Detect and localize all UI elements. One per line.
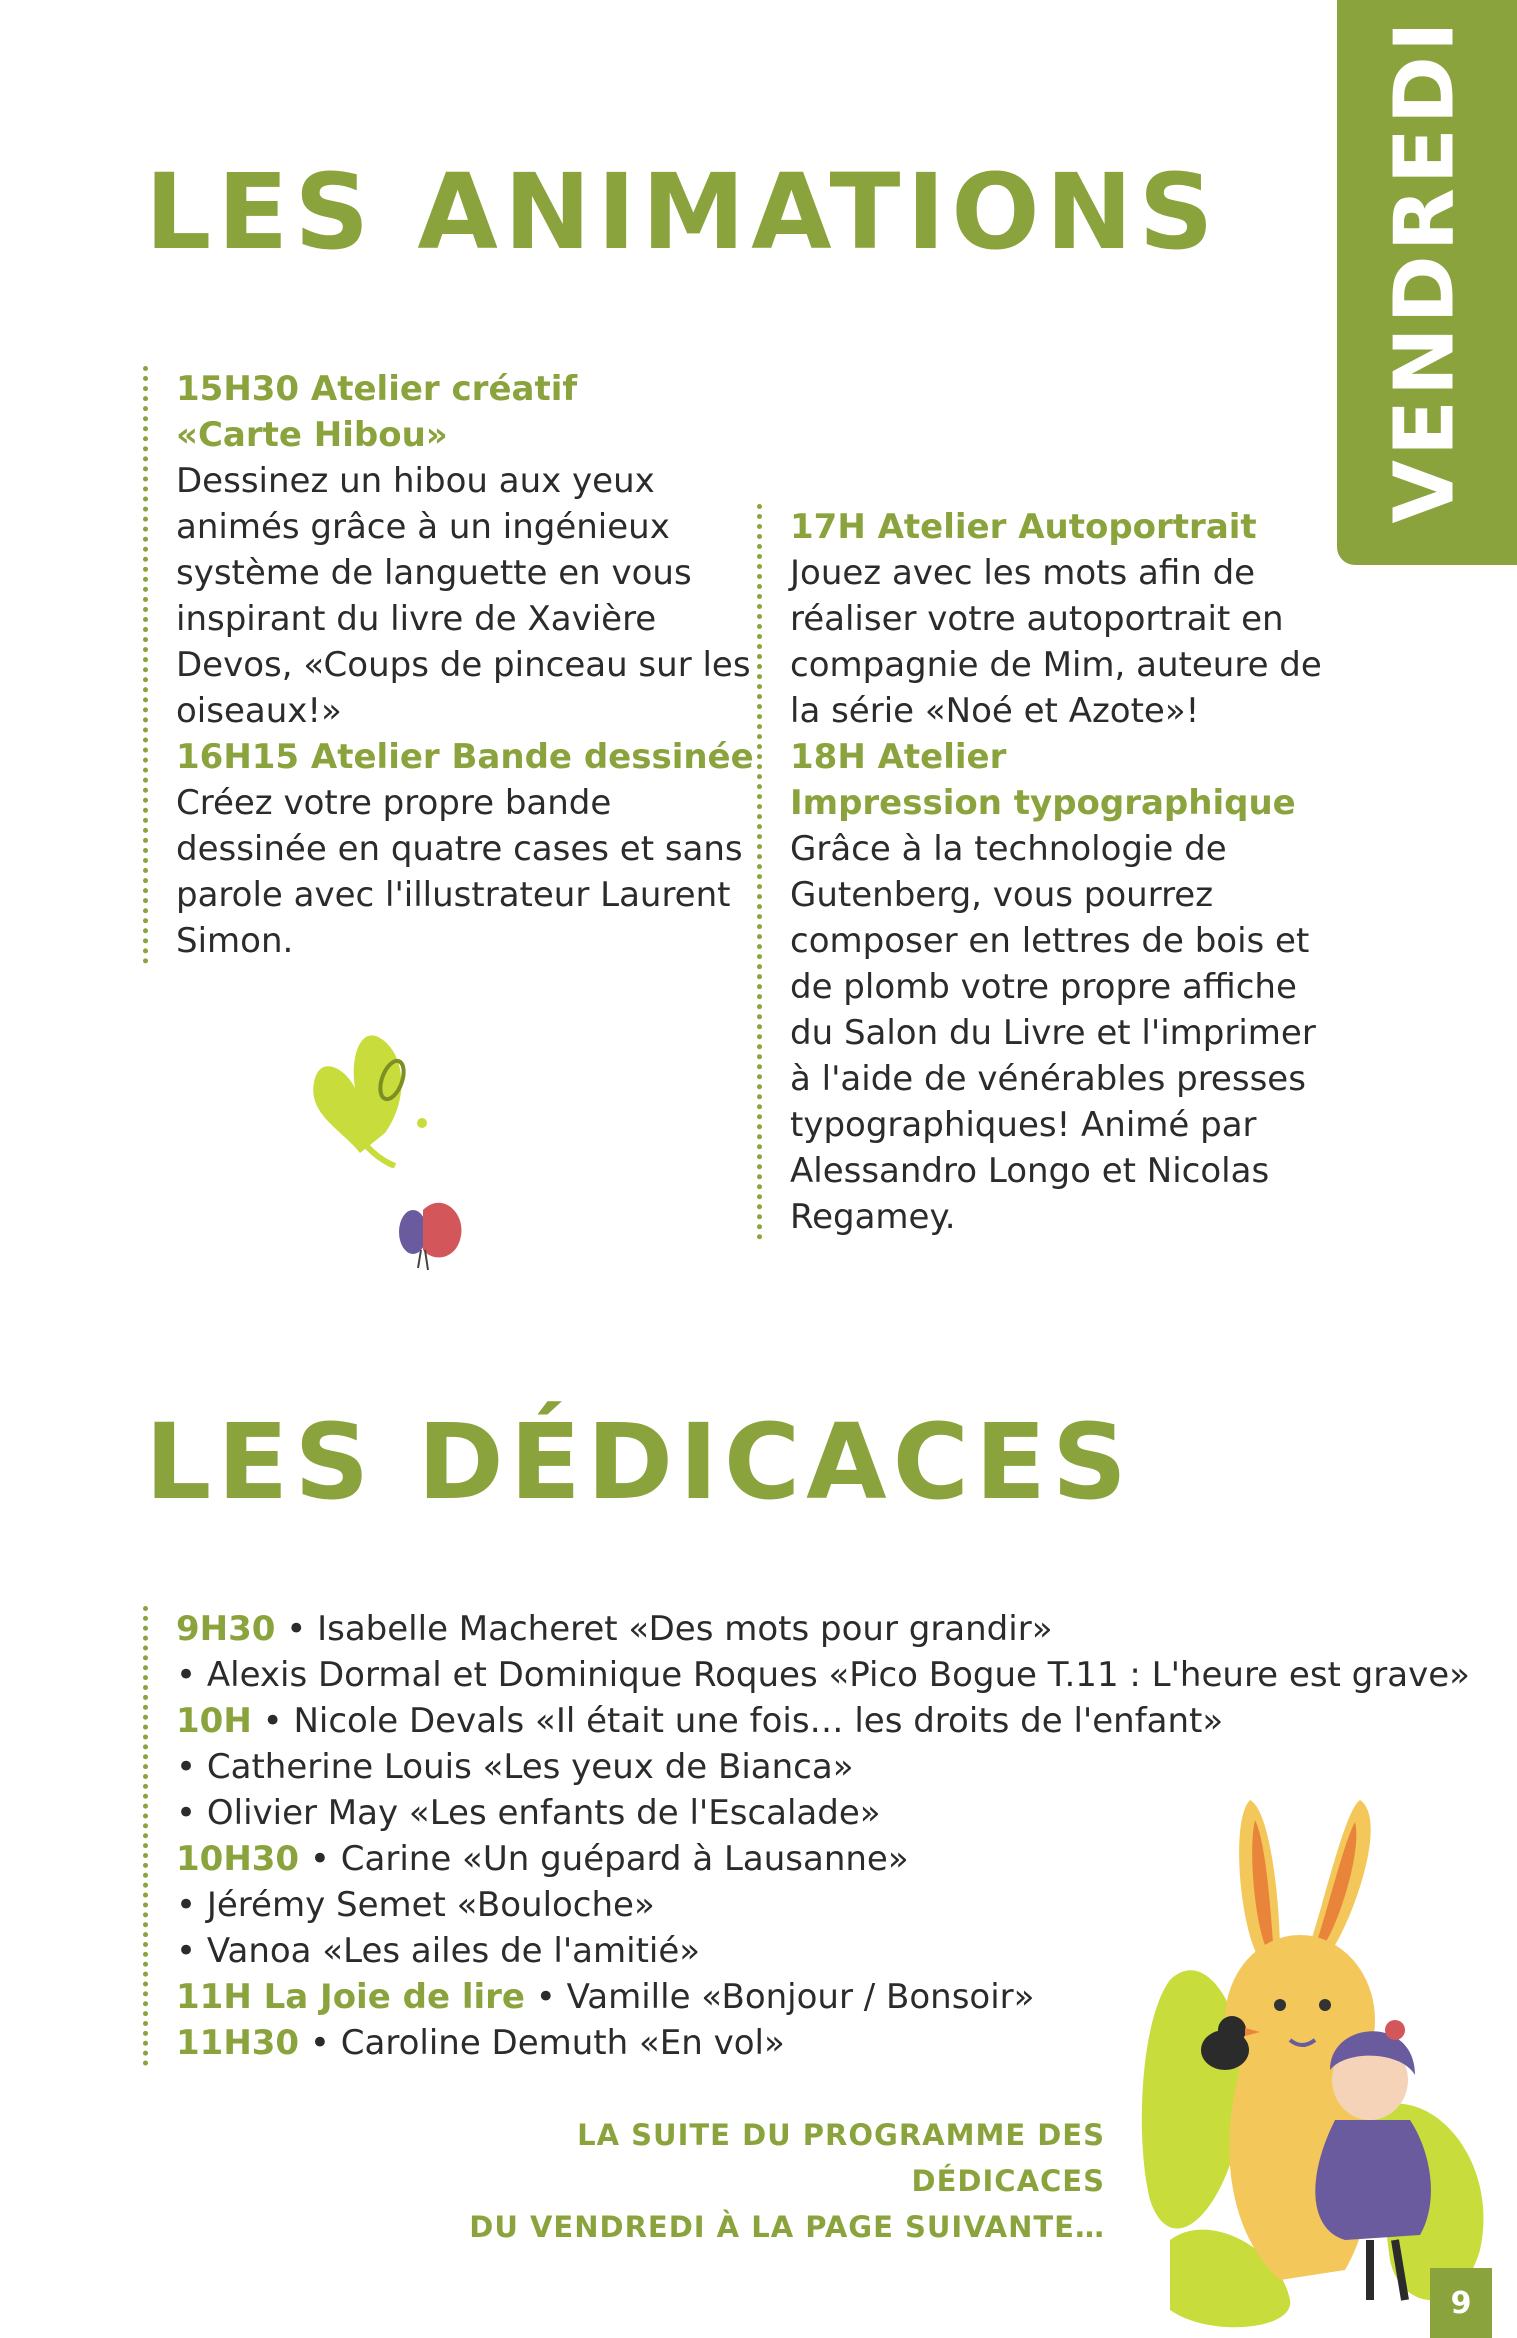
day-tab-label: VENDREDI <box>1377 17 1473 523</box>
dedicace-text: • Jérémy Semet «Bouloche» <box>176 1885 655 1925</box>
animations-title: LES ANIMATIONS <box>145 151 1220 273</box>
dedicace-text: • Carine «Un guépard à Lausanne» <box>299 1839 909 1879</box>
animations-right-column <box>757 504 1330 1240</box>
day-tab-label-wrap <box>1340 17 1510 523</box>
activity-description: Grâce à la technologie de Gutenberg, vous pourrez composer en lettres de bois et de plomb votre propre affiche du Salon du Livre et l'imprimer à l'aide de vénérables presses typographiques! Animé par Alessandro Longo et Nicolas Regamey. <box>790 829 1316 1237</box>
continuation-note-line: DU VENDREDI À LA PAGE SUIVANTE… <box>469 2210 1105 2244</box>
leaf-illustration <box>300 1018 440 1168</box>
butterfly-illustration <box>388 1190 468 1280</box>
dedicace-text: • Nicole Devals «Il était une fois… les droits de l'enfant» <box>251 1701 1224 1741</box>
continuation-note <box>380 2112 1105 2250</box>
activity-heading: 16H15 Atelier Bande dessinée <box>176 737 754 777</box>
animations-left-column <box>143 366 766 964</box>
list-item <box>176 1606 1436 1652</box>
dedicace-time: 10H30 <box>176 1839 300 1879</box>
dedicace-text: • Alexis Dormal et Dominique Roques «Pico Bogue T.11 : L'heure est grave» <box>176 1655 1470 1695</box>
dedicace-text: • Caroline Demuth «En vol» <box>299 2023 785 2063</box>
activity-heading: «Carte Hibou» <box>176 415 448 455</box>
activity-heading: 15H30 Atelier créatif <box>176 369 578 409</box>
dedicace-time: 9H30 <box>176 1609 276 1649</box>
rabbit-and-girl-illustration <box>1130 1780 1517 2338</box>
activity-description: Jouez avec les mots afin de réaliser votre autoportrait en compagnie de Mim, auteure de la série «Noé et Azote»! <box>790 553 1322 731</box>
dedicace-text: • Vanoa «Les ailes de l'amitié» <box>176 1931 701 1971</box>
dedicace-text: • Isabelle Macheret «Des mots pour grandir» <box>275 1609 1053 1649</box>
list-item <box>176 1698 1436 1744</box>
dedicace-time: 11H30 <box>176 2023 300 2063</box>
page-number: 9 <box>1430 2268 1492 2338</box>
dedicace-time: 10H <box>176 1701 252 1741</box>
dedicace-text: • Catherine Louis «Les yeux de Bianca» <box>176 1747 854 1787</box>
dedicace-text: • Olivier May «Les enfants de l'Escalade» <box>176 1793 881 1833</box>
activity-description: Créez votre propre bande dessinée en quatre cases et sans parole avec l'illustrateur Laurent Simon. <box>176 783 743 961</box>
dedicaces-title: LES DÉDICACES <box>145 1401 1133 1523</box>
dedicace-time: 11H La Joie de lire <box>176 1977 525 2017</box>
activity-heading: 18H Atelier <box>790 737 1007 777</box>
activity-heading: Impression typographique <box>790 783 1296 823</box>
dedicace-text: • Vamille «Bonjour / Bonsoir» <box>524 1977 1035 2017</box>
continuation-note-line: LA SUITE DU PROGRAMME DES DÉDICACES <box>577 2118 1105 2198</box>
list-item <box>176 1652 1470 1698</box>
activity-heading: 17H Atelier Autoportrait <box>790 507 1257 547</box>
activity-description: Dessinez un hibou aux yeux animés grâce à un ingénieux système de languette en vous inspirant du livre de Xavière Devos, «Coups de pinceau sur les oiseaux!» <box>176 461 751 731</box>
